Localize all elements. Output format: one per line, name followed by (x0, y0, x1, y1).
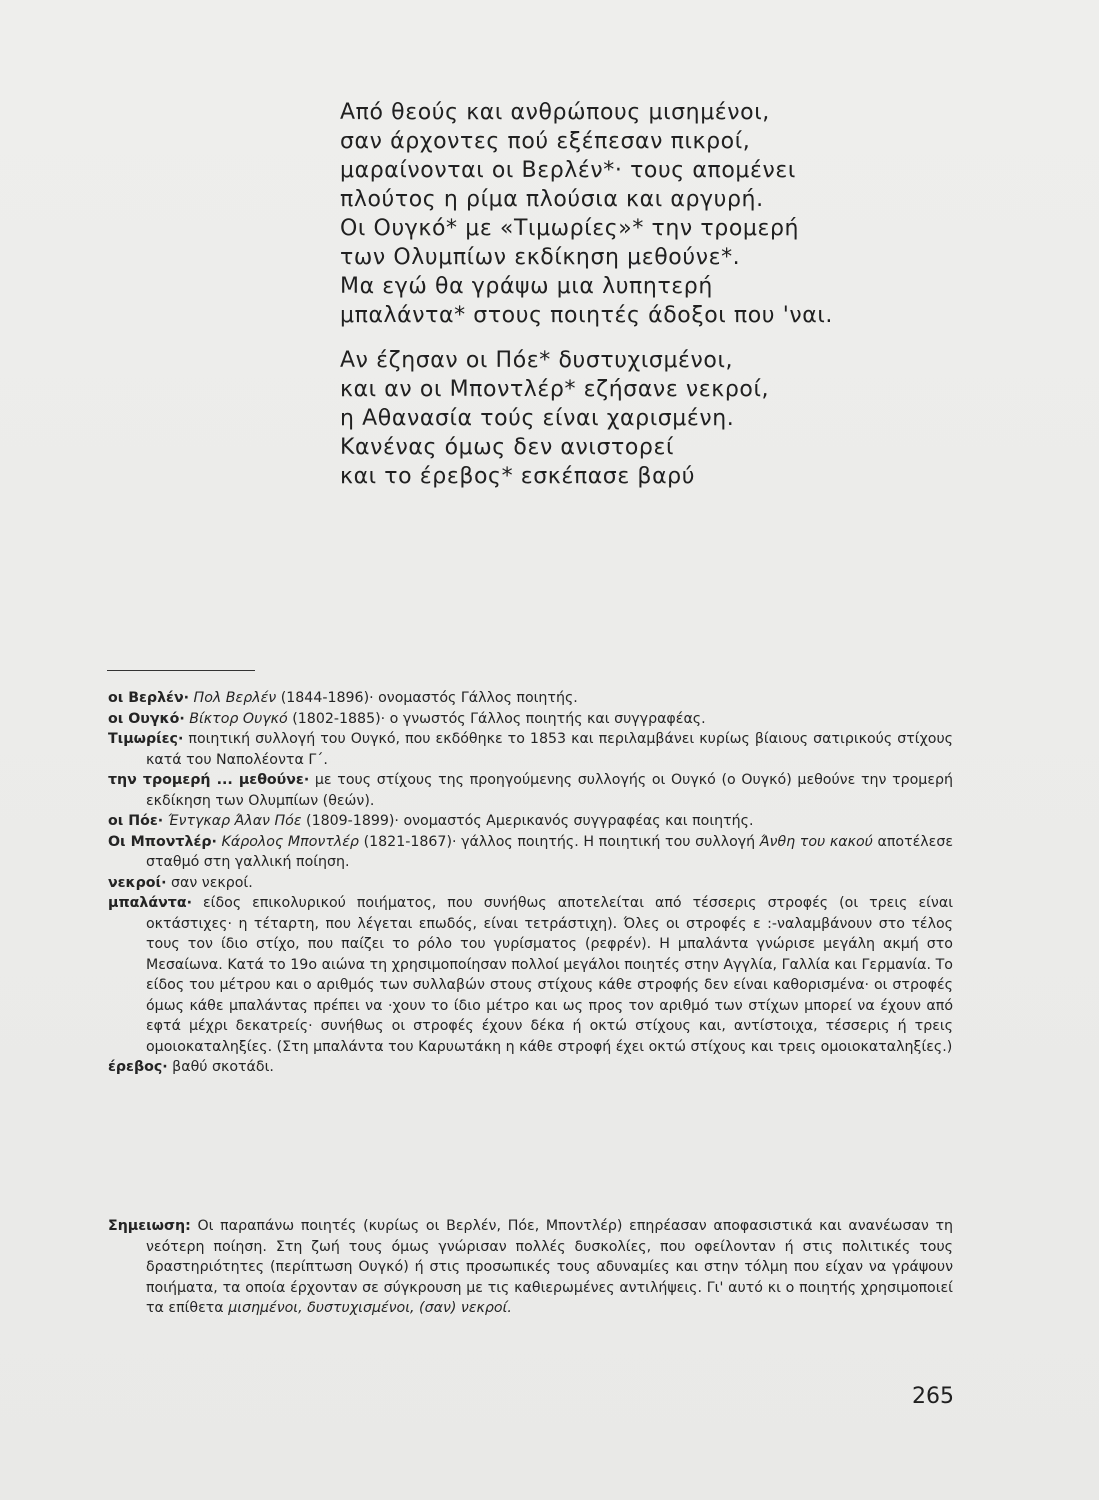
verse: Από θεούς και ανθρώπους μισημένοι, (340, 100, 770, 125)
remark-note (108, 1216, 953, 1319)
verse: Μα εγώ θα γράψω μια λυπητερή (340, 274, 713, 299)
poem-stanza-1 (340, 98, 833, 330)
verse: Οι Ουγκό* με «Τιμωρίες»* την τρομερή (340, 216, 800, 241)
footnote-verlaine (108, 688, 953, 709)
verse: μαραίνονται οι Βερλέν*· τους απομένει (340, 158, 796, 183)
verse: Κανένας όμως δεν ανιστορεί (340, 435, 675, 460)
footnote-term: μπαλάντα· (108, 895, 192, 911)
footnote-text: (1802-1885)· ο γνωστός Γάλλος ποιητής και συγγραφέας. (292, 710, 706, 727)
verse: και το έρεβος* εσκέπασε βαρύ (340, 464, 696, 489)
verse: η Αθανασία τούς είναι χαρισμένη. (340, 406, 735, 431)
remark-paragraph (108, 1216, 953, 1319)
footnote-term: Οι Μποντλέρ· (108, 833, 217, 850)
footnote-text: βαθύ σκοτάδι. (172, 1059, 274, 1075)
footnote-term: έρεβος· (108, 1059, 168, 1075)
footnote-text: είδος επικολυρικού ποιήματος, που συνήθως αποτελείται από τέσσερις στροφές (οι τρεις είναι οκτάστιχες· η τέταρτη, που λέγεται επωδός, είναι τετράστιχη). Όλες οι στροφές ε :-ναλαμβάνουν στο τέλος τους τον ίδιο στίχο, που παίζει το ρόλο του γυρίσματος (ρεφρέν). Η μπαλάντα γνώρισε μεγάλη ακμή στο Μεσαίωνα. Κατά το 19ο αιώνα τη χρησιμοποίησαν πολλοί μεγάλοι ποιητές στην Αγγλία, Γαλλία και Γερμανία. Το είδος του μέτρου και ο αριθμός των συλλαβών στους στίχους κάθε στροφής δεν είναι καθορισμένα· οι στροφές όμως κάθε μπαλάντας πρέπει να ·χουν το ίδιο μέτρο και ως προς τον αριθμό των στίχων μπορεί να έχουν από εφτά μέχρι δεκατρείς· συνήθως οι στροφές έχουν δέκα ή οκτώ στίχους και, αντίστοιχα, τέσσερις ή τρεις ομοιοκαταληξίες. (Στη μπαλάντα του Καρυωτάκη η κάθε στροφή έχει οκτώ στίχους και τρεις ομοιοκαταληξίες.) (146, 895, 954, 1055)
footnote-name: Έντγκαρ Άλαν Πόε (167, 813, 302, 829)
footnote-name: Κάρολος Μποντλέρ (221, 833, 359, 850)
footnote-term: οι Ουγκό· (108, 710, 185, 727)
footnote-text: (1821-1867)· γάλλος ποιητής. Η ποιητική του συλλογή (363, 833, 756, 850)
remark-italic-text: μισημένοι, δυστυχισμένοι, (σαν) νεκροί. (228, 1300, 512, 1316)
footnote-term: οι Πόε· (108, 813, 164, 829)
footnote-text: σαν νεκροί. (170, 874, 253, 891)
footnote-baudelaire (108, 832, 953, 873)
verse: και αν οι Μποντλέρ* εζήσανε νεκροί, (340, 377, 770, 402)
page-number: 265 (912, 1384, 954, 1409)
footnote-text: με τους στίχους της προηγούμενης συλλογής οι Ουγκό (ο Ουγκό) μεθούνε την τρομερή εκδίκηση των Ολυμπίων (θεών). (146, 772, 954, 809)
remark-label: Σημειωση: (108, 1218, 191, 1234)
footnote-term: οι Βερλέν· (108, 690, 190, 706)
footnote-term: την τρομερή ... μεθούνε· (108, 772, 310, 788)
verse: Αν έζησαν οι Πόε* δυστυχισμένοι, (340, 348, 734, 373)
footnote-text: αποτέλεσε σταθμό στη γαλλική ποίηση. (146, 833, 954, 870)
footnote-text: (1809-1899)· ονομαστός Αμερικανός συγγραφέας και ποιητής. (306, 813, 754, 829)
remark-text: Οι παραπάνω ποιητές (κυρίως οι Βερλέν, Πόε, Μποντλέρ) επηρέασαν αποφασιστικά και ανανέωσαν τη νεότερη ποίηση. Στη ζωή τους όμως γνώρισαν πολλές δυσκολίες, που οφείλονταν ή στις πολιτικές τους δραστηριότητες (περίπτωση Ουγκό) ή στις προσωπικές τους αδυναμίες και στην τόλμη που είχαν να γράψουν ποιήματα, τα οποία έρχονταν σε σύγκρουση με τις καθιερωμένες αντιλήψεις. Γι' αυτό κι ο ποιητής χρησιμοποιεί τα επίθετα (146, 1218, 953, 1316)
footnote-term: Τιμωρίες· (108, 731, 184, 747)
footnote-name: Πολ Βερλέν (193, 690, 277, 706)
poem (340, 98, 833, 491)
footnote-timories (108, 729, 953, 770)
footnote-tromeri (108, 770, 953, 811)
footnote-text: ποιητική συλλογή του Ουγκό, που εκδόθηκε το 1853 και περιλαμβάνει κυρίως βίαιους σατιρικούς στίχους κατά του Ναπολέοντα Γ΄. (146, 731, 953, 768)
footnote-book-title: Άνθη του κακού (759, 833, 873, 850)
footnote-poe (108, 811, 953, 832)
footnote-text: (1844-1896)· ονομαστός Γάλλος ποιητής. (280, 690, 578, 706)
footnote-nekroi (108, 873, 953, 894)
footnote-erevos (108, 1057, 953, 1078)
footnote-term: νεκροί· (108, 874, 167, 891)
footnote-hugo (108, 709, 953, 730)
footnote-balanta (108, 893, 953, 1057)
verse: πλούτος η ρίμα πλούσια και αργυρή. (340, 187, 764, 212)
footnote-divider (107, 670, 255, 671)
footnotes (108, 688, 953, 1078)
verse: σαν άρχοντες πού εξέπεσαν πικροί, (340, 129, 751, 154)
footnote-name: Βίκτορ Ουγκό (189, 710, 288, 727)
poem-stanza-2 (340, 346, 833, 491)
verse: μπαλάντα* στους ποιητές άδοξοι που 'ναι. (340, 303, 834, 328)
verse: των Ολυμπίων εκδίκηση μεθούνε*. (340, 245, 741, 270)
